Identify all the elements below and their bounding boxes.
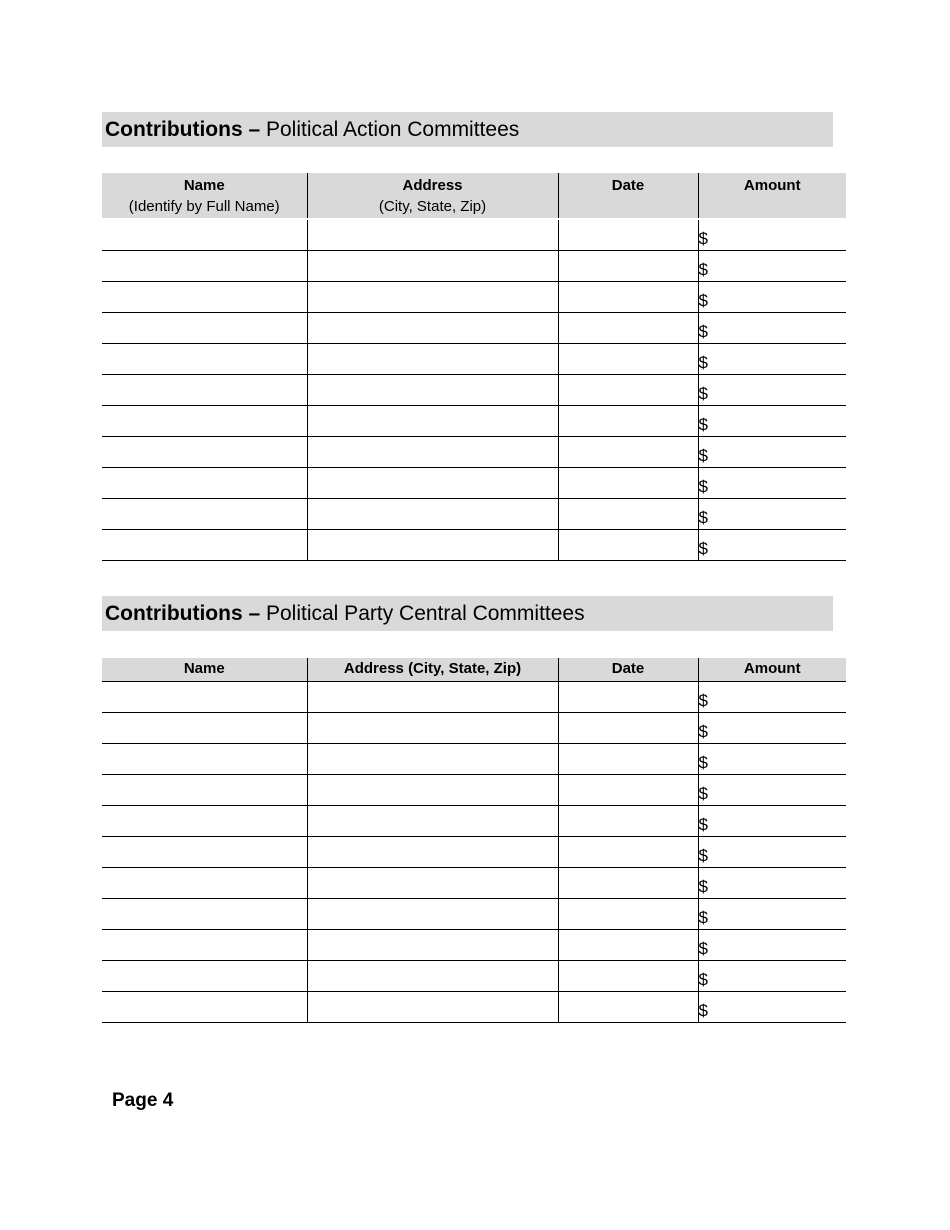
column-header-amount-label: Amount (743, 177, 801, 194)
amount-cell[interactable] (698, 282, 846, 313)
column-header-name (102, 173, 307, 219)
table-row (102, 991, 846, 1022)
amount-cell[interactable] (698, 468, 846, 499)
address-cell[interactable] (307, 344, 558, 375)
name-cell[interactable] (102, 929, 307, 960)
column-header-amount (698, 173, 846, 219)
pac-table-body (102, 219, 846, 561)
address-cell[interactable] (307, 219, 558, 251)
date-cell[interactable] (558, 219, 698, 251)
table-header-row (102, 658, 846, 681)
address-cell[interactable] (307, 375, 558, 406)
address-cell[interactable] (307, 991, 558, 1022)
column-header-address-sub: (City, State, Zip) (378, 198, 487, 215)
amount-cell[interactable] (698, 681, 846, 712)
address-cell[interactable] (307, 406, 558, 437)
table-row (102, 774, 846, 805)
name-cell[interactable] (102, 774, 307, 805)
address-cell[interactable] (307, 313, 558, 344)
date-cell[interactable] (558, 991, 698, 1022)
currency-symbol: $ (698, 690, 708, 710)
address-cell[interactable] (307, 774, 558, 805)
date-cell[interactable] (558, 743, 698, 774)
currency-symbol: $ (698, 752, 708, 772)
currency-symbol: $ (698, 446, 708, 465)
date-cell[interactable] (558, 468, 698, 499)
pac-contributions-table (102, 173, 846, 561)
date-cell[interactable] (558, 867, 698, 898)
name-cell[interactable] (102, 530, 307, 561)
amount-cell[interactable] (698, 530, 846, 561)
table-row (102, 468, 846, 499)
section-heading-bold: Contributions – (105, 602, 261, 625)
amount-cell[interactable] (698, 867, 846, 898)
table-row (102, 929, 846, 960)
address-cell[interactable] (307, 712, 558, 743)
date-cell[interactable] (558, 313, 698, 344)
column-header-date (558, 173, 698, 219)
column-header-date: Date (558, 658, 698, 681)
currency-symbol: $ (698, 907, 708, 927)
amount-cell[interactable] (698, 437, 846, 468)
address-cell[interactable] (307, 499, 558, 530)
currency-symbol: $ (698, 291, 708, 310)
name-cell[interactable] (102, 406, 307, 437)
section-heading-party (102, 596, 833, 631)
amount-cell[interactable] (698, 991, 846, 1022)
table-row (102, 898, 846, 929)
address-cell[interactable] (307, 251, 558, 282)
amount-cell[interactable] (698, 898, 846, 929)
date-cell[interactable] (558, 406, 698, 437)
table-row (102, 499, 846, 530)
table-row (102, 344, 846, 375)
address-cell[interactable] (307, 681, 558, 712)
date-cell[interactable] (558, 282, 698, 313)
amount-cell[interactable] (698, 219, 846, 251)
currency-symbol: $ (698, 229, 708, 248)
amount-cell[interactable] (698, 251, 846, 282)
currency-symbol: $ (698, 322, 708, 341)
table-row (102, 437, 846, 468)
table-row (102, 251, 846, 282)
table-row (102, 282, 846, 313)
name-cell[interactable] (102, 499, 307, 530)
table-row (102, 960, 846, 991)
column-header-address (307, 173, 558, 219)
amount-cell[interactable] (698, 929, 846, 960)
name-cell[interactable] (102, 681, 307, 712)
name-cell[interactable] (102, 805, 307, 836)
party-contributions-table (102, 658, 846, 1023)
currency-symbol: $ (698, 477, 708, 496)
date-cell[interactable] (558, 836, 698, 867)
date-cell[interactable] (558, 712, 698, 743)
name-cell[interactable] (102, 468, 307, 499)
date-cell[interactable] (558, 774, 698, 805)
table-row (102, 219, 846, 251)
currency-symbol: $ (698, 1000, 708, 1020)
date-cell[interactable] (558, 805, 698, 836)
column-header-address: Address (City, State, Zip) (307, 658, 558, 681)
currency-symbol: $ (698, 721, 708, 741)
section-heading-text: Political Action Committees (260, 118, 520, 141)
section-heading-pac (102, 112, 833, 147)
name-cell[interactable] (102, 743, 307, 774)
table-row (102, 375, 846, 406)
address-cell[interactable] (307, 929, 558, 960)
table-row (102, 313, 846, 344)
name-cell[interactable] (102, 960, 307, 991)
currency-symbol: $ (698, 260, 708, 279)
amount-cell[interactable] (698, 774, 846, 805)
name-cell[interactable] (102, 898, 307, 929)
amount-cell[interactable] (698, 836, 846, 867)
date-cell[interactable] (558, 251, 698, 282)
date-cell[interactable] (558, 499, 698, 530)
amount-cell[interactable] (698, 743, 846, 774)
name-cell[interactable] (102, 282, 307, 313)
table-row (102, 712, 846, 743)
amount-cell[interactable] (698, 313, 846, 344)
party-table-body (102, 681, 846, 1022)
address-cell[interactable] (307, 898, 558, 929)
currency-symbol: $ (698, 938, 708, 958)
currency-symbol: $ (698, 876, 708, 896)
currency-symbol: $ (698, 353, 708, 372)
table-row (102, 836, 846, 867)
column-header-name-label: Name (183, 177, 225, 194)
address-cell[interactable] (307, 805, 558, 836)
date-cell[interactable] (558, 437, 698, 468)
date-cell[interactable] (558, 344, 698, 375)
amount-cell[interactable] (698, 960, 846, 991)
address-cell[interactable] (307, 530, 558, 561)
name-cell[interactable] (102, 867, 307, 898)
table-row (102, 743, 846, 774)
table-header-row (102, 173, 846, 219)
name-cell[interactable] (102, 219, 307, 251)
amount-cell[interactable] (698, 375, 846, 406)
table-row (102, 406, 846, 437)
name-cell[interactable] (102, 251, 307, 282)
column-header-address-label: Address (402, 177, 463, 194)
table-row (102, 681, 846, 712)
name-cell[interactable] (102, 437, 307, 468)
table-row (102, 867, 846, 898)
section-heading-bold: Contributions – (105, 118, 261, 141)
date-cell[interactable] (558, 681, 698, 712)
date-cell[interactable] (558, 530, 698, 561)
column-header-name-sub: (Identify by Full Name) (128, 198, 280, 215)
currency-symbol: $ (698, 845, 708, 865)
column-header-date-label: Date (611, 177, 645, 194)
column-header-name: Name (102, 658, 307, 681)
address-cell[interactable] (307, 743, 558, 774)
column-header-amount: Amount (698, 658, 846, 681)
name-cell[interactable] (102, 375, 307, 406)
date-cell[interactable] (558, 375, 698, 406)
page-number: Page 4 (112, 1090, 174, 1111)
currency-symbol: $ (698, 508, 708, 527)
currency-symbol: $ (698, 539, 708, 558)
table-row (102, 530, 846, 561)
currency-symbol: $ (698, 969, 708, 989)
address-cell[interactable] (307, 867, 558, 898)
amount-cell[interactable] (698, 712, 846, 743)
address-cell[interactable] (307, 437, 558, 468)
amount-cell[interactable] (698, 344, 846, 375)
name-cell[interactable] (102, 313, 307, 344)
name-cell[interactable] (102, 712, 307, 743)
address-cell[interactable] (307, 960, 558, 991)
address-cell[interactable] (307, 468, 558, 499)
name-cell[interactable] (102, 991, 307, 1022)
address-cell[interactable] (307, 836, 558, 867)
currency-symbol: $ (698, 783, 708, 803)
section-heading-text: Political Party Central Committees (260, 602, 585, 625)
amount-cell[interactable] (698, 805, 846, 836)
amount-cell[interactable] (698, 406, 846, 437)
currency-symbol: $ (698, 384, 708, 403)
name-cell[interactable] (102, 836, 307, 867)
currency-symbol: $ (698, 415, 708, 434)
date-cell[interactable] (558, 960, 698, 991)
currency-symbol: $ (698, 814, 708, 834)
date-cell[interactable] (558, 898, 698, 929)
amount-cell[interactable] (698, 499, 846, 530)
name-cell[interactable] (102, 344, 307, 375)
table-row (102, 805, 846, 836)
date-cell[interactable] (558, 929, 698, 960)
address-cell[interactable] (307, 282, 558, 313)
